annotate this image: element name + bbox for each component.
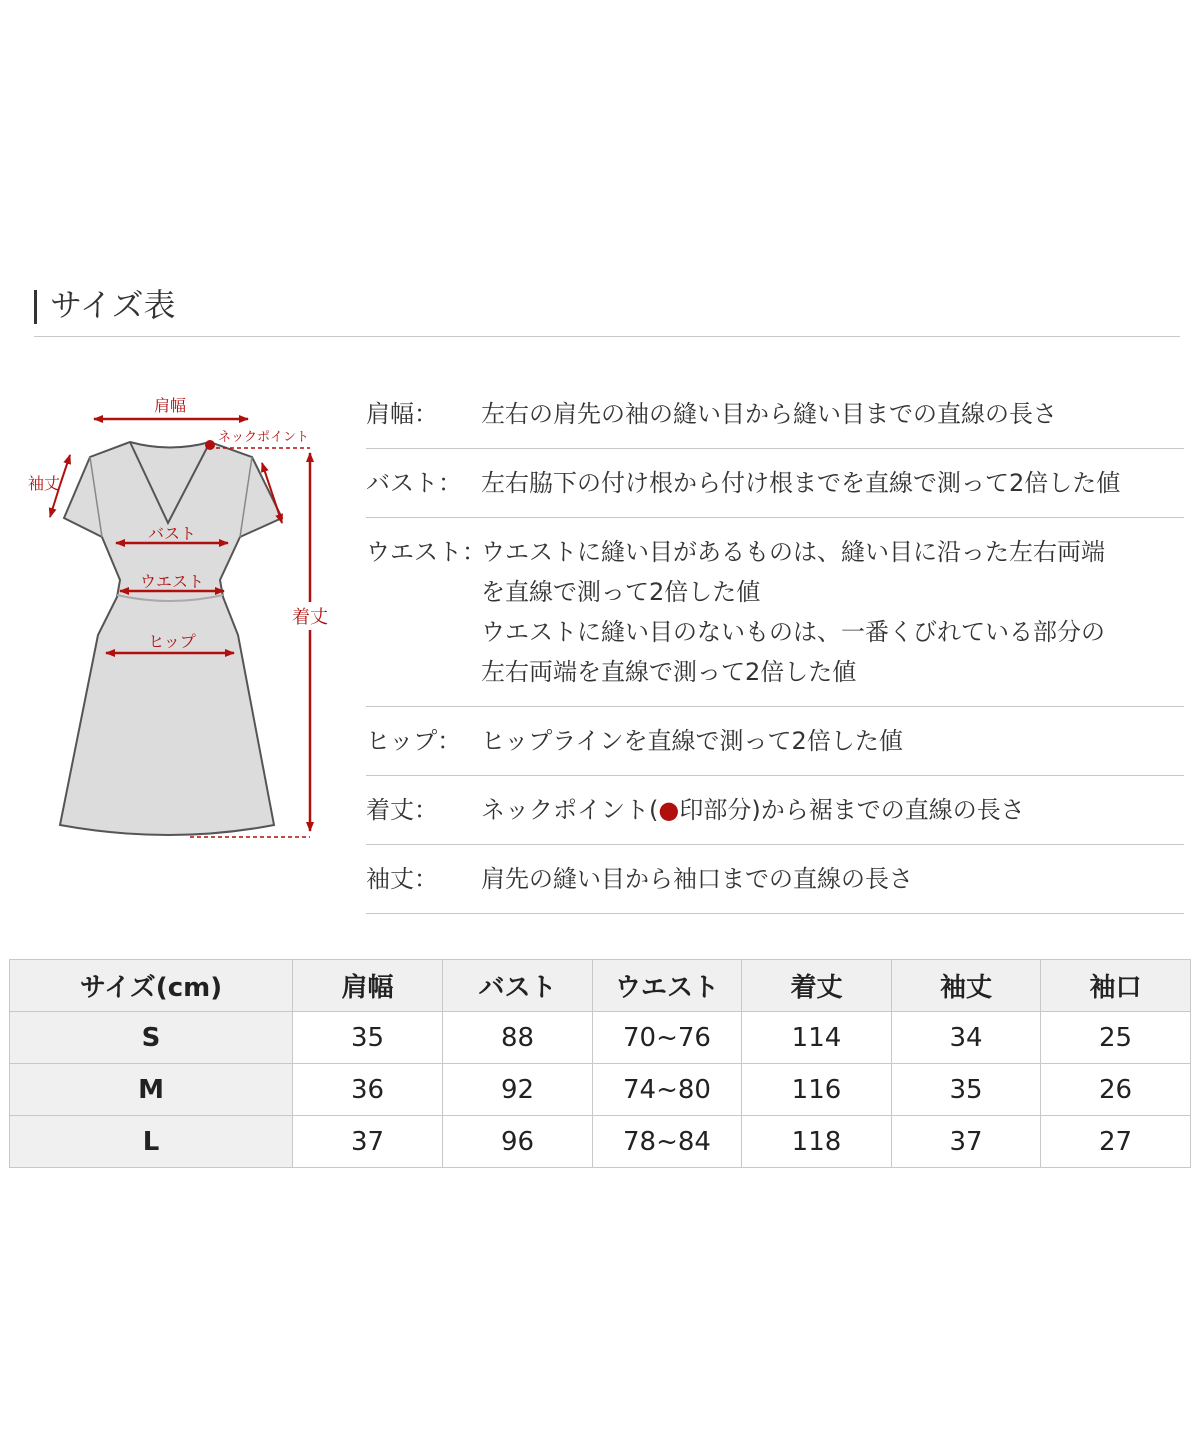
definition-hip xyxy=(366,707,1184,776)
column-header: 袖丈 xyxy=(892,960,1041,1012)
table-cell: 92 xyxy=(443,1064,593,1116)
definition-text xyxy=(481,859,1184,899)
waist-label: ウエスト xyxy=(139,572,205,591)
size-cell: L xyxy=(10,1116,293,1168)
bust-label: バスト xyxy=(147,524,197,543)
definition-line: 肩先の縫い目から袖口までの直線の長さ xyxy=(481,865,913,893)
definition-total-length xyxy=(366,776,1184,845)
table-cell: 26 xyxy=(1041,1064,1191,1116)
definition-text xyxy=(481,790,1184,830)
definition-shoulder xyxy=(366,380,1184,449)
definition-text xyxy=(481,394,1184,434)
table-row xyxy=(10,1012,1191,1064)
red-dot-icon: ● xyxy=(658,796,680,824)
table-cell: 34 xyxy=(892,1012,1041,1064)
table-cell: 74~80 xyxy=(593,1064,742,1116)
sleeve-length-label: 袖丈 xyxy=(28,474,61,493)
shoulder-label: 肩幅 xyxy=(153,396,187,415)
table-cell: 25 xyxy=(1041,1012,1191,1064)
dress-diagram xyxy=(20,385,350,855)
table-cell: 116 xyxy=(742,1064,892,1116)
definition-line: ウエストに縫い目があるものは、縫い目に沿った左右両端 xyxy=(481,538,1105,566)
size-cell: M xyxy=(10,1064,293,1116)
table-cell: 35 xyxy=(293,1012,443,1064)
table-header-row xyxy=(10,960,1191,1012)
definition-text xyxy=(481,532,1184,692)
title-accent-bar xyxy=(34,290,37,324)
table-cell: 27 xyxy=(1041,1116,1191,1168)
definition-line: ヒップラインを直線で測って2倍した値 xyxy=(481,727,903,755)
definition-text xyxy=(481,721,1184,761)
table-cell: 78~84 xyxy=(593,1116,742,1168)
page-title: サイズ表 xyxy=(50,286,176,324)
sleeve-arrow-left-up xyxy=(60,455,70,485)
table-cell: 114 xyxy=(742,1012,892,1064)
definition-term: 肩幅： xyxy=(366,400,438,428)
table-cell: 35 xyxy=(892,1064,1041,1116)
table-cell: 88 xyxy=(443,1012,593,1064)
column-header: 肩幅 xyxy=(293,960,443,1012)
definition-term: 着丈： xyxy=(366,796,438,824)
definition-line: を直線で測って2倍した値 xyxy=(481,578,761,606)
table-cell: 118 xyxy=(742,1116,892,1168)
definition-sleeve-length xyxy=(366,845,1184,914)
neck-point-label: ネックポイント xyxy=(218,430,310,445)
definition-line: 左右の肩先の袖の縫い目から縫い目までの直線の長さ xyxy=(481,400,1057,428)
definition-bust xyxy=(366,449,1184,518)
size-table xyxy=(9,959,1191,1168)
table-cell: 70~76 xyxy=(593,1012,742,1064)
definition-waist xyxy=(366,518,1184,707)
hip-label: ヒップ xyxy=(148,632,196,651)
table-row xyxy=(10,1064,1191,1116)
section-header xyxy=(34,284,1180,337)
total-length-label: 着丈 xyxy=(292,607,328,628)
definition-line: 左右脇下の付け根から付け根までを直線で測って2倍した値 xyxy=(481,469,1121,497)
definition-text-before: ネックポイント( xyxy=(481,796,659,824)
definition-term: バスト： xyxy=(366,469,462,497)
column-header: サイズ(cm) xyxy=(10,960,293,1012)
definition-line: 左右両端を直線で測って2倍した値 xyxy=(481,658,857,686)
column-header: 着丈 xyxy=(742,960,892,1012)
table-cell: 37 xyxy=(293,1116,443,1168)
size-cell: S xyxy=(10,1012,293,1064)
table-cell: 96 xyxy=(443,1116,593,1168)
definition-term: 袖丈： xyxy=(366,865,438,893)
definition-line xyxy=(481,790,1184,830)
table-cell: 37 xyxy=(892,1116,1041,1168)
table-row xyxy=(10,1116,1191,1168)
definition-text-after: 印部分)から裾までの直線の長さ xyxy=(679,796,1025,824)
definition-line: ウエストに縫い目のないものは、一番くびれている部分の xyxy=(481,618,1105,646)
table-cell: 36 xyxy=(293,1064,443,1116)
measurement-definitions xyxy=(366,380,1184,914)
definition-term: ウエスト： xyxy=(366,538,486,566)
column-header: バスト xyxy=(443,960,593,1012)
column-header: ウエスト xyxy=(593,960,742,1012)
definition-text xyxy=(481,463,1184,503)
definition-term: ヒップ： xyxy=(366,727,462,755)
column-header: 袖口 xyxy=(1041,960,1191,1012)
neck-point-dot xyxy=(205,440,215,450)
